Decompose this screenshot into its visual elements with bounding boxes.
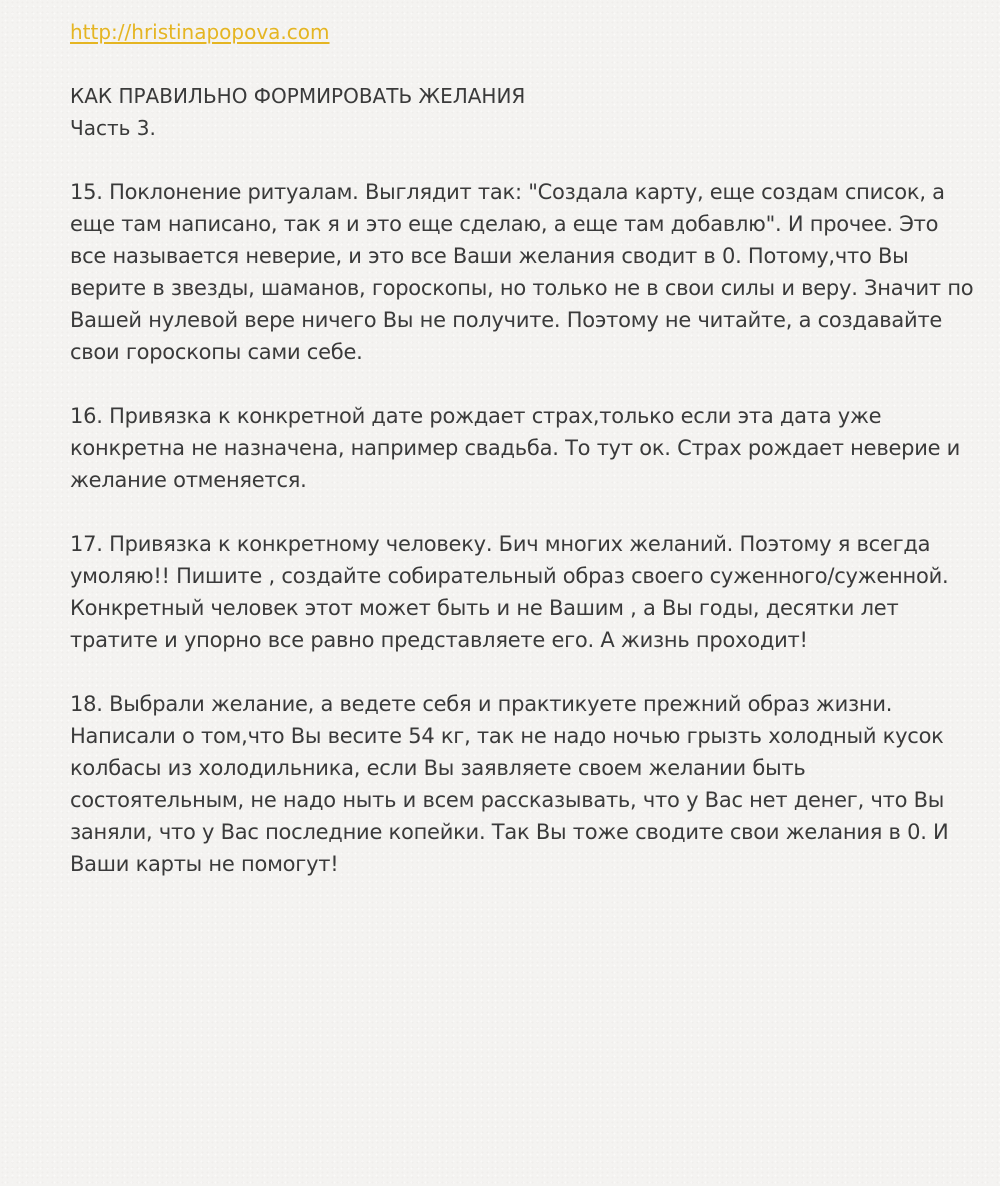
- text-line: 16. Привязка к конкретной дате рождает страх,только если эта дата уже: [70, 404, 882, 428]
- text-line: Ваши карты не помогут!: [70, 852, 339, 876]
- document-title: КАК ПРАВИЛЬНО ФОРМИРОВАТЬ ЖЕЛАНИЯ: [70, 84, 526, 108]
- text-line: все называется неверие, и это все Ваши желания сводит в 0. Потому,что Вы: [70, 244, 909, 268]
- text-line: состоятельным, не надо ныть и всем рассказывать, что у Вас нет денег, что Вы: [70, 788, 945, 812]
- website-link[interactable]: http://hristinapopova.com: [70, 20, 330, 44]
- text-line: заняли, что у Вас последние копейки. Так Вы тоже сводите свои желания в 0. И: [70, 820, 949, 844]
- heading-block: [70, 80, 960, 144]
- paragraph-18: [70, 688, 960, 880]
- text-line: тратите и упорно все равно представляете его. А жизнь проходит!: [70, 628, 808, 652]
- text-line: конкретна не назначена, например свадьба. То тут ок. Страх рождает неверие и: [70, 436, 961, 460]
- text-line: верите в звезды, шаманов, гороскопы, но только не в свои силы и веру. Значит по: [70, 276, 974, 300]
- text-line: еще там написано, так я и это еще сделаю, а еще там добавлю". И прочее. Это: [70, 212, 939, 236]
- text-line: 18. Выбрали желание, а ведете себя и практикуете прежний образ жизни.: [70, 692, 893, 716]
- text-line: Вашей нулевой вере ничего Вы не получите. Поэтому не читайте, а создавайте: [70, 308, 943, 332]
- text-line: 17. Привязка к конкретному человеку. Бич многих желаний. Поэтому я всегда: [70, 532, 931, 556]
- text-line: желание отменяется.: [70, 468, 307, 492]
- document-subtitle: Часть 3.: [70, 116, 156, 140]
- text-line: Конкретный человек этот может быть и не Вашим , а Вы годы, десятки лет: [70, 596, 899, 620]
- text-line: Написали о том,что Вы весите 54 кг, так не надо ночью грызть холодный кусок: [70, 724, 944, 748]
- text-line: умоляю!! Пишите , создайте собирательный образ своего суженного/суженной.: [70, 564, 949, 588]
- text-line: 15. Поклонение ритуалам. Выглядит так: "Создала карту, еще создам список, а: [70, 180, 945, 204]
- paragraph-16: [70, 400, 960, 496]
- text-line: свои гороскопы сами себе.: [70, 340, 363, 364]
- paragraph-17: [70, 528, 960, 656]
- paragraph-15: [70, 176, 974, 368]
- text-line: колбасы из холодильника, если Вы заявляете своем желании быть: [70, 756, 806, 780]
